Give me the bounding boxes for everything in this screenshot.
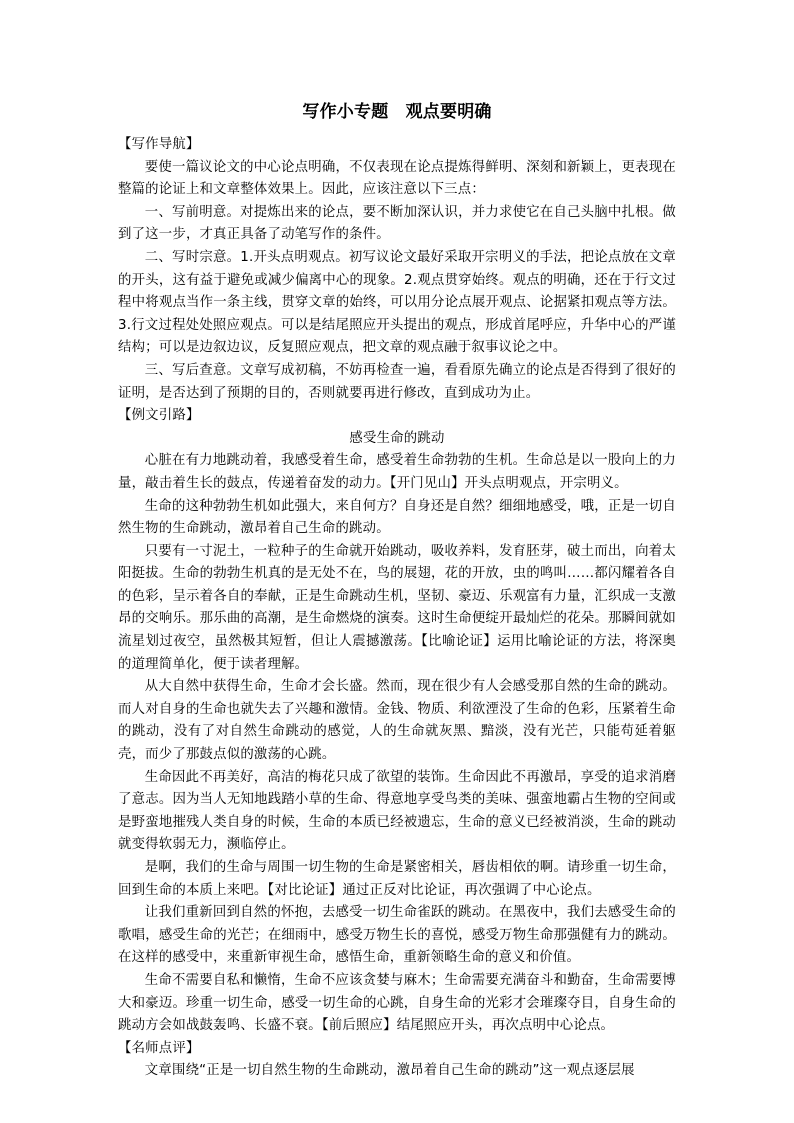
essay-paragraph: 生命因此不再美好，高洁的梅花只成了欲望的装饰。生命因此不再激昂，享受的追求消磨了意志。因为当人无知地践踏小草的生命、得意地享受鸟类的美味、强蛮地霸占生物的空间或是野蛮地摧残人类自身的时候，生命的本质已经被遗忘，生命的意义已经被消淡，生命的跳动就变得软弱无力，濒临停止。 (118, 769, 676, 853)
document-page (118, 100, 676, 1083)
essay-paragraph: 心脏在有力地跳动着，我感受着生命，感受着生命勃勃的生机。生命总是以一股向上的力量，敲击着生长的鼓点，传递着奋发的动力。【开门见山】开头点明观点，开宗明义。 (118, 453, 676, 491)
essay-paragraph: 只要有一寸泥土，一粒种子的生命就开始跳动，吸收养料，发育胚芽，破土而出，向着太阳挺拔。生命的勃勃生机真的是无处不在，鸟的展翅，花的开放，虫的鸣叫……都闪耀着各自的色彩，呈示着各自的奉献，正是生命跳动生机，坚韧、豪迈、乐观富有力量，汇织成一支激昂的交响乐。那乐曲的高潮，是生命燃烧的演奏。这时生命便绽开最灿烂的花朵。那瞬间就如流星划过夜空，虽然极其短暂，但让人震撼激荡。【比喻论证】运用比喻论证的方法，将深奥的道理简单化，便于读者理解。 (118, 543, 676, 672)
page-title: 写作小专题 观点要明确 (302, 102, 492, 122)
guide-paragraph: 一、写前明意。对提炼出来的论点，要不断加深认识，并力求使它在自己头脑中扎根。做到了这一步，才真正具备了动笔写作的条件。 (118, 204, 676, 243)
essay-paragraph: 生命不需要自私和懒惰，生命不应该贪婪与麻木；生命需要充满奋斗和勤奋，生命需要博大和豪迈。珍重一切生命，感受一切生命的心跳，自身生命的光彩才会璀璨夺目，自身生命的跳动方会如战鼓轰鸣、长盛不衰。【前后照应】结尾照应开头，再次点明中心论点。 (118, 972, 676, 1034)
guide-heading: 【写作导航】 (118, 137, 200, 152)
guide-paragraph: 三、写后查意。文章写成初稿，不妨再检查一遍，看看原先确立的论点是否得到了很好的证明，是否达到了预期的目的，否则就要再进行修改，直到成功为止。 (118, 362, 676, 401)
essay-paragraph: 生命的这种勃勃生机如此强大，来自何方？自身还是自然？细细地感受，哦，正是一切自然生物的生命跳动，激昂着自己生命的跳动。 (118, 498, 676, 537)
guide-paragraph: 二、写时宗意。1.开头点明观点。初写议论文最好采取开宗明义的手法，把论点放在文章的开头，这有益于避免或减少偏离中心的现象。2.观点贯穿始终。观点的明确，还在于行文过程中将观点当作一条主线，贯穿文章的始终，可以用分论点展开观点、论据紧扣观点等方法。3.行文过程处处照应观点。可以是结尾照应开头提出的观点，形成首尾呼应，升华中心的严谨结构；可以是边叙边议，反复照应观点，把文章的观点融于叙事议论之中。 (118, 249, 676, 356)
example-heading: 【例文引路】 (118, 408, 200, 424)
essay-paragraph: 让我们重新回到自然的怀抱，去感受一切生命雀跃的跳动。在黑夜中，我们去感受生命的歌唱，感受生命的光芒；在细雨中，感受万物生长的喜悦，感受万物生命那强健有力的跳动。在这样的感受中，来重新审视生命，感悟生命，重新领略生命的意义和价值。 (118, 905, 676, 966)
guide-paragraph: 要使一篇议论文的中心论点明确，不仅表现在论点提炼得鲜明、深刻和新颖上，更表现在整篇的论证上和文章整体效果上。因此，应该注意以下三点： (118, 159, 676, 198)
comment-paragraph: 文章围绕“正是一切自然生物的生命跳动，激昂着自己生命的跳动”这一观点逐层展 (144, 1063, 635, 1079)
essay-title: 感受生命的跳动 (349, 430, 445, 446)
essay-paragraph: 是啊，我们的生命与周围一切生物的生命是紧密相关，唇齿相依的啊。请珍重一切生命，回到生命的本质上来吧。【对比论证】通过正反对比论证，再次强调了中心论点。 (118, 860, 676, 898)
comment-heading: 【名师点评】 (118, 1040, 200, 1056)
essay-paragraph: 从大自然中获得生命，生命才会长盛。然而，现在很少有人会感受那自然的生命的跳动。而人对自身的生命也就失去了兴趣和激情。金钱、物质、利欲湮没了生命的色彩，压紧着生命的跳动，没有了对自然生命跳动的感觉，人的生命就灰黑、黯淡，没有光芒，只能苟延着躯壳，而少了那鼓点似的激荡的心跳。 (118, 679, 676, 763)
